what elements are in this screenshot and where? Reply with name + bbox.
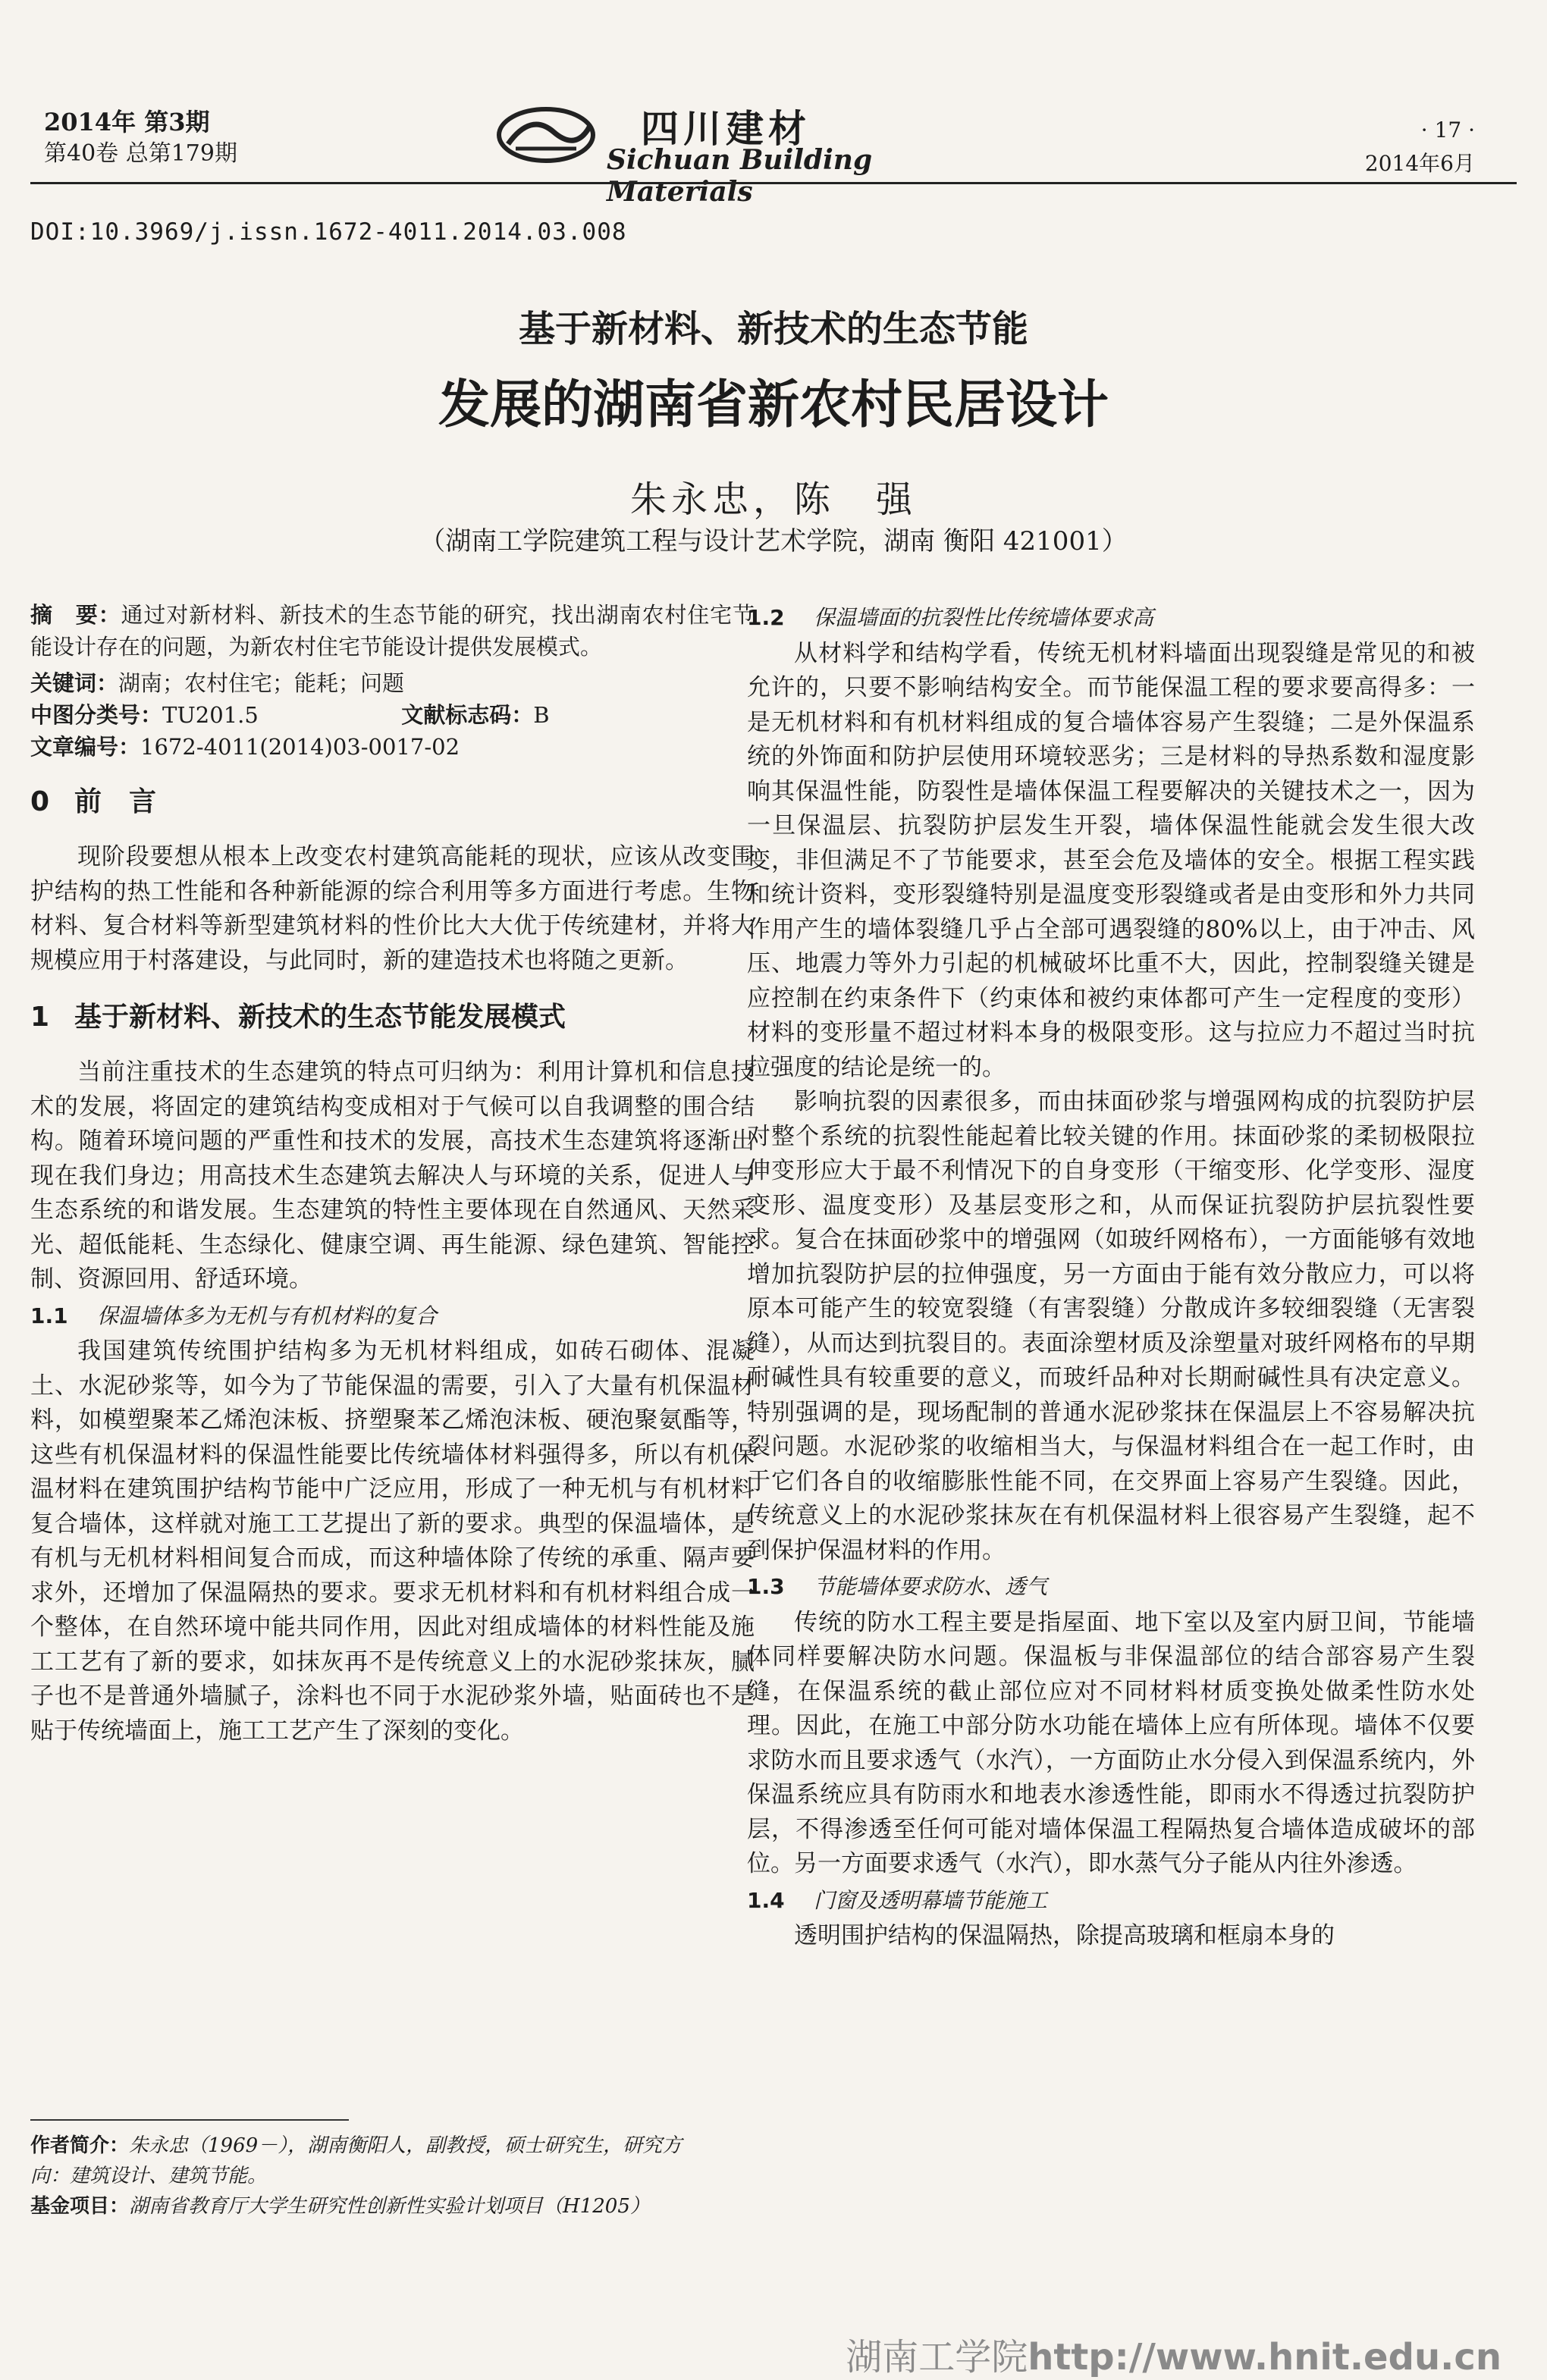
classification-line [30, 699, 755, 731]
journal-logo-icon [493, 105, 599, 165]
authors: 朱永忠，陈 强 [629, 478, 917, 521]
issue-number: 2014年 第3期 [44, 108, 210, 136]
keywords-text: 湖南；农村住宅；能耗；问题 [118, 670, 405, 696]
section-1-3-heading [747, 1569, 1475, 1604]
section-1-1-title: 保温墙体多为无机与有机材料的复合 [97, 1303, 438, 1328]
magazine-title-cn: 四川建材 [641, 106, 811, 151]
section-1-4-heading [747, 1883, 1475, 1918]
section-0-number: 0 [30, 786, 50, 817]
section-1-2-number: 1.2 [747, 605, 785, 630]
fund-info [30, 2191, 698, 2222]
page-info [1365, 114, 1475, 180]
section-1-1-heading [30, 1299, 755, 1334]
watermark [846, 2328, 1502, 2380]
section-0-paragraph: 现阶段要想从根本上改变农村建筑高能耗的现状，应该从改变围护结构的热工性能和各种新能源的综合利用等多方面进行考虑。生物材料、复合材料等新型建筑材料的性价比大大优于传统建材，并将大规模应用于村落建设，与此同时，新的建造技术也将随之更新。 [30, 843, 755, 974]
author-bio-text: 朱永忠（1969－），湖南衡阳人，副教授，硕士研究生，研究方向：建筑设计、建筑节能。 [30, 2134, 682, 2187]
section-1-title: 基于新材料、新技术的生态节能发展模式 [74, 1002, 566, 1033]
section-0-title: 前 言 [74, 786, 157, 817]
author-bio [30, 2131, 698, 2191]
left-column [30, 599, 755, 1748]
keywords [30, 667, 755, 699]
article-number-label: 文章编号： [30, 734, 141, 760]
section-1-2-title: 保温墙面的抗裂性比传统墙体要求高 [814, 605, 1154, 630]
fund-text: 湖南省教育厅大学生研究性创新性实验计划项目（H1205） [129, 2195, 650, 2218]
section-1-4-number: 1.4 [747, 1887, 785, 1913]
article-title-line2: 发展的湖南省新农村民居设计 [438, 375, 1109, 435]
section-1-paragraph: 当前注重技术的生态建筑的特点可归纳为：利用计算机和信息技术的发展，将固定的建筑结构变成相对于气候可以自我调整的围合结构。随着环境问题的严重性和技术的发展，高技术生态建筑将逐渐出现在我们身边；用高技术生态建筑去解决人与环境的关系，促进人与生态系统的和谐发展。生态建筑的特性主要体现在自然通风、天然采光、超低能耗、生态绿化、健康空调、再生能源、绿色建筑、智能控制、资源回用、舒适环境。 [30, 1058, 755, 1293]
section-1-2-heading [747, 600, 1475, 635]
footnote-rule [30, 2119, 349, 2121]
section-0-heading [30, 784, 755, 820]
magazine-title-en: Sichuan Building Materials [607, 144, 873, 208]
article-number [30, 731, 755, 763]
watermark-cn: 湖南工学院 [846, 2336, 1028, 2378]
section-1-3-number: 1.3 [747, 1574, 785, 1599]
section-1-4-paragraph: 透明围护结构的保温隔热，除提高玻璃和框扇本身的 [794, 1922, 1335, 1949]
section-1-4-title: 门窗及透明幕墙节能施工 [814, 1887, 1048, 1913]
section-1-number: 1 [30, 1002, 50, 1033]
keywords-label: 关键词： [30, 670, 119, 696]
abstract-text: 通过对新材料、新技术的生态节能的研究，找出湖南农村住宅节能设计存在的问题，为新农村住宅节能设计提供发展模式。 [30, 602, 755, 660]
section-1-heading [30, 999, 755, 1036]
section-1-3-title: 节能墙体要求防水、透气 [814, 1574, 1048, 1599]
header-rule [30, 182, 1517, 184]
affiliation: （湖南工学院建筑工程与设计艺术学院，湖南 衡阳 421001） [419, 526, 1128, 557]
page-number: · 17 · [1420, 118, 1475, 143]
issue-info [44, 106, 237, 170]
section-1-2-paragraph-1: 从材料学和结构学看，传统无机材料墙面出现裂缝是常见的和被允许的，只要不影响结构安全。而节能保温工程的要求要高得多：一是无机材料和有机材料组成的复合墙体容易产生裂缝；二是外保温系统的外饰面和防护层使用环境较恶劣；三是材料的导热系数和湿度影响其保温性能，防裂性是墙体保温工程要解决的关键技术之一，因为一旦保温层、抗裂防护层发生开裂，墙体保温性能就会发生很大改变，非但满足不了节能要求，甚至会危及墙体的安全。根据工程实践和统计资料，变形裂缝特别是温度变形裂缝或者是由变形和外力共同作用产生的墙体裂缝几乎占全部可遇裂缝的80%以上，由于冲击、风压、地震力等外力引起的机械破坏比重不大，因此，控制裂缝关键是应控制在约束条件下（约束体和被约束体都可产生一定程度的变形）材料的变形量不超过材料本身的极限变形。这与拉应力不超过当时抗拉强度的结论是统一的。 [747, 639, 1475, 1081]
fund-label: 基金项目： [30, 2195, 130, 2218]
footnote [30, 2131, 698, 2222]
doc-code-text: B [533, 702, 550, 728]
section-1-2-paragraph-2: 影响抗裂的因素很多，而由抹面砂浆与增强网构成的抗裂防护层对整个系统的抗裂性能起着比较关键的作用。抹面砂浆的柔韧极限拉伸变形应大于最不利情况下的自身变形（干缩变形、化学变形、湿度变形、温度变形）及基层变形之和，从而保证抗裂防护层抗裂性要求。复合在抹面砂浆中的增强网（如玻纤网格布），一方面能够有效地增加抗裂防护层的拉伸强度，另一方面由于能有效分散应力，可以将原本可能产生的较宽裂缝（有害裂缝）分散成许多较细裂缝（无害裂缝），从而达到抗裂目的。表面涂塑材质及涂塑量对玻纤网格布的早期耐碱性具有较重要的意义，而玻纤品种对长期耐碱性具有决定意义。特别强调的是，现场配制的普通水泥砂浆抹在保温层上不容易解决抗裂问题。水泥砂浆的收缩相当大，与保温材料组合在一起工作时，由于它们各自的收缩膨胀性能不同，在交界面上容易产生裂缝。因此，传统意义上的水泥砂浆抹灰在有机保温材料上很容易产生裂缝，起不到保护保温材料的作用。 [747, 1088, 1475, 1564]
article-number-text: 1672-4011(2014)03-0017-02 [140, 734, 460, 760]
right-column [747, 599, 1475, 1954]
doc-code-label: 文献标志码： [401, 702, 534, 728]
section-1-3-paragraph: 传统的防水工程主要是指屋面、地下室以及室内厨卫间，节能墙体同样要解决防水问题。保温板与非保温部位的结合部容易产生裂缝，在保温系统的截止部位应对不同材料材质变换处做柔性防水处理。因此，在施工中部分防水功能在墙体上应有所体现。墙体不仅要求防水而且要求透气（水汽），一方面防止水分侵入到保温系统内，外保温系统应具有防雨水和地表水渗透性能，即雨水不得透过抗裂防护层，不得渗透至任何可能对墙体保温工程隔热复合墙体造成破坏的部位。另一方面要求透气（水汽），即水蒸气分子能从内往外渗透。 [747, 1608, 1475, 1877]
section-1-1-number: 1.1 [30, 1303, 68, 1328]
clc-text: TU201.5 [162, 702, 259, 728]
author-bio-label: 作者简介： [30, 2134, 130, 2157]
abstract-label: 摘 要： [30, 602, 121, 628]
section-1-1-paragraph: 我国建筑传统围护结构多为无机材料组成，如砖石砌体、混凝土、水泥砂浆等，如今为了节能保温的需要，引入了大量有机保温材料，如模塑聚苯乙烯泡沫板、挤塑聚苯乙烯泡沫板、硬泡聚氨酯等，这些有机保温材料的保温性能要比传统墙体材料强得多，所以有机保温材料在建筑围护结构节能中广泛应用，形成了一种无机与有机材料复合墙体，这样就对施工工艺提出了新的要求。典型的保温墙体，是有机与无机材料相间复合而成，而这种墙体除了传统的承重、隔声要求外，还增加了保温隔热的要求。要求无机材料和有机材料组合成一个整体，在自然环境中能共同作用，因此对组成墙体的材料性能及施工工艺有了新的要求，如抹灰再不是传统意义上的水泥砂浆抹灰，腻子也不是普通外墙腻子，涂料也不同于水泥砂浆外墙，贴面砖也不是贴于传统墙面上，施工工艺产生了深刻的变化。 [30, 1337, 755, 1745]
watermark-url: http://www.hnit.edu.cn [1028, 2336, 1502, 2378]
masthead [493, 97, 963, 208]
article-title-line1: 基于新材料、新技术的生态节能 [518, 308, 1028, 350]
abstract [30, 599, 755, 663]
doi: DOI:10.3969/j.issn.1672-4011.2014.03.008 [30, 218, 627, 246]
issue-date: 2014年6月 [1364, 151, 1475, 176]
clc-label: 中图分类号： [30, 702, 163, 728]
volume-number: 第40卷 总第179期 [44, 140, 237, 167]
